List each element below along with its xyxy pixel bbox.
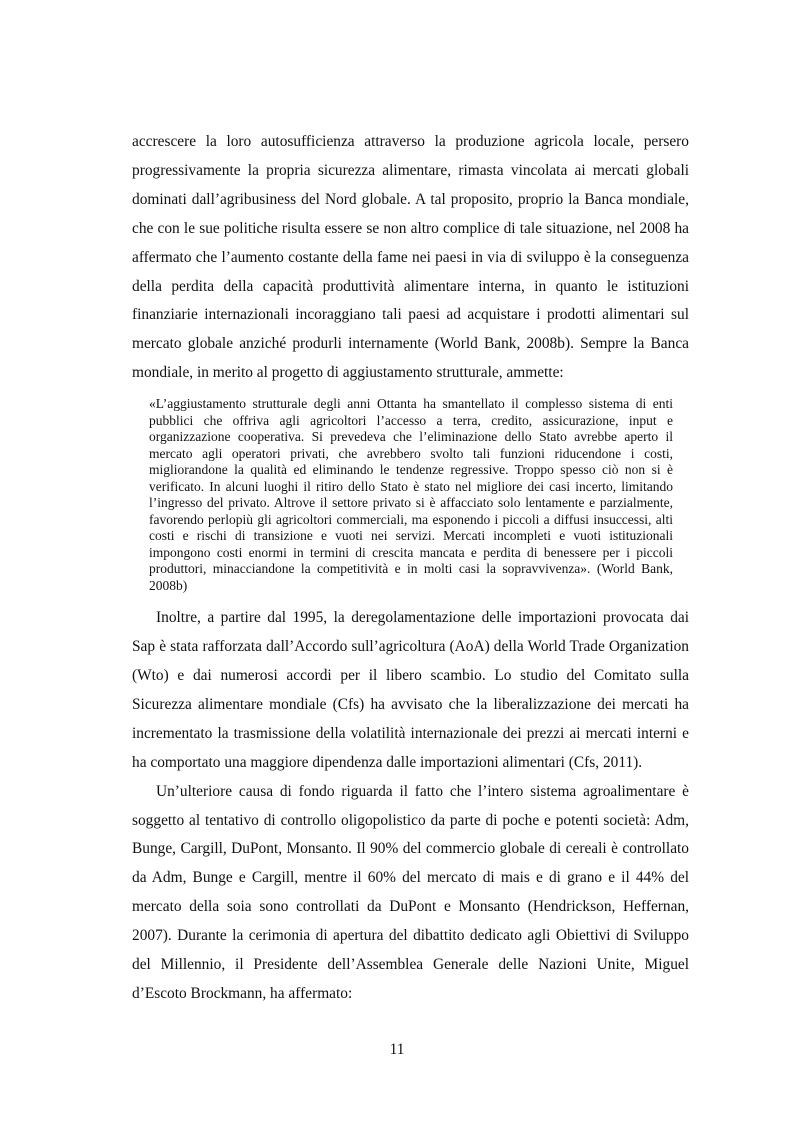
- block-quote-world-bank: «L’aggiustamento strutturale degli anni Ottanta ha smantellato il complesso sistema di enti pubblici che offriva agli agricoltori l’accesso a terra, credito, assicurazione, input e organizzazione cooperativa. Si prevedeva che l’eliminazione dello Stato avrebbe aperto il mercato agli operatori privati, che avrebbero svolto tali funzioni riducendone i costi, migliorandone la qualità ed eliminando le tendenze regressive. Troppo spesso ciò non si è verificato. In alcuni luoghi il ritiro dello Stato è stato nel migliore dei casi incerto, limitando l’ingresso del privato. Altrove il settore privato si è affacciato solo lentamente e parzialmente, favorendo perlopiù gli agricoltori commerciali, ma esponendo i piccoli a diffusi insuccessi, alti costi e rischi di transizione e vuoti nei servizi. Mercati incompleti e vuoti istituzionali impongono costi enormi in termini di crescita mancata e perdita di benessere per i piccoli produttori, minacciandone la competitività e in molti casi la sopravvivenza». (World Bank, 2008b): [149, 396, 673, 593]
- paragraph-trade-deregulation: Inoltre, a partire dal 1995, la deregolamentazione delle importazioni provocata dai Sap è stata rafforzata dall’Accordo sull’agricoltura (AoA) della World Trade Organization (Wto) e dai numerosi accordi per il libero scambio. Lo studio del Comitato sulla Sicurezza alimentare mondiale (Cfs) ha avvisato che la liberalizzazione dei mercati ha incrementato la trasmissione della volatilità internazionale dei prezzi ai mercati interni e ha comportato una maggiore dipendenza dalle importazioni alimentari (Cfs, 2011).: [132, 609, 689, 771]
- page-body: [132, 128, 689, 1009]
- paragraph-oligopoly: Un’ulteriore causa di fondo riguarda il fatto che l’intero sistema agroalimentare è soggetto al tentativo di controllo oligopolistico da parte di poche e potenti società: Adm, Bunge, Cargill, DuPont, Monsanto. Il 90% del commercio globale di cereali è controllato da Adm, Bunge e Cargill, mentre il 60% del mercato di mais e di grano e il 44% del mercato della soia sono controllati da DuPont e Monsanto (Hendrickson, Heffernan, 2007). Durante la cerimonia di apertura del dibattito dedicato agli Obiettivi di Sviluppo del Millennio, il Presidente dell’Assemblea Generale delle Nazioni Unite, Miguel d’Escoto Brockmann, ha affermato:: [132, 782, 689, 1002]
- page-number: 11: [389, 1041, 405, 1058]
- paragraph-food-security: accrescere la loro autosufficienza attraverso la produzione agricola locale, persero progressivamente la propria sicurezza alimentare, rimasta vincolata ai mercati globali dominati dall’agribusiness del Nord globale. A tal proposito, proprio la Banca mondiale, che con le sue politiche risulta essere se non altro complice di tale situazione, nel 2008 ha affermato che l’aumento costante della fame nei paesi in via di sviluppo è la conseguenza della perdita della capacità produttività alimentare interna, in quanto le istituzioni finanziarie internazionali incoraggiano tali paesi ad acquistare i prodotti alimentari sul mercato globale anziché produrli internamente (World Bank, 2008b). Sempre la Banca mondiale, in merito al progetto di aggiustamento strutturale, ammette:: [132, 133, 689, 382]
